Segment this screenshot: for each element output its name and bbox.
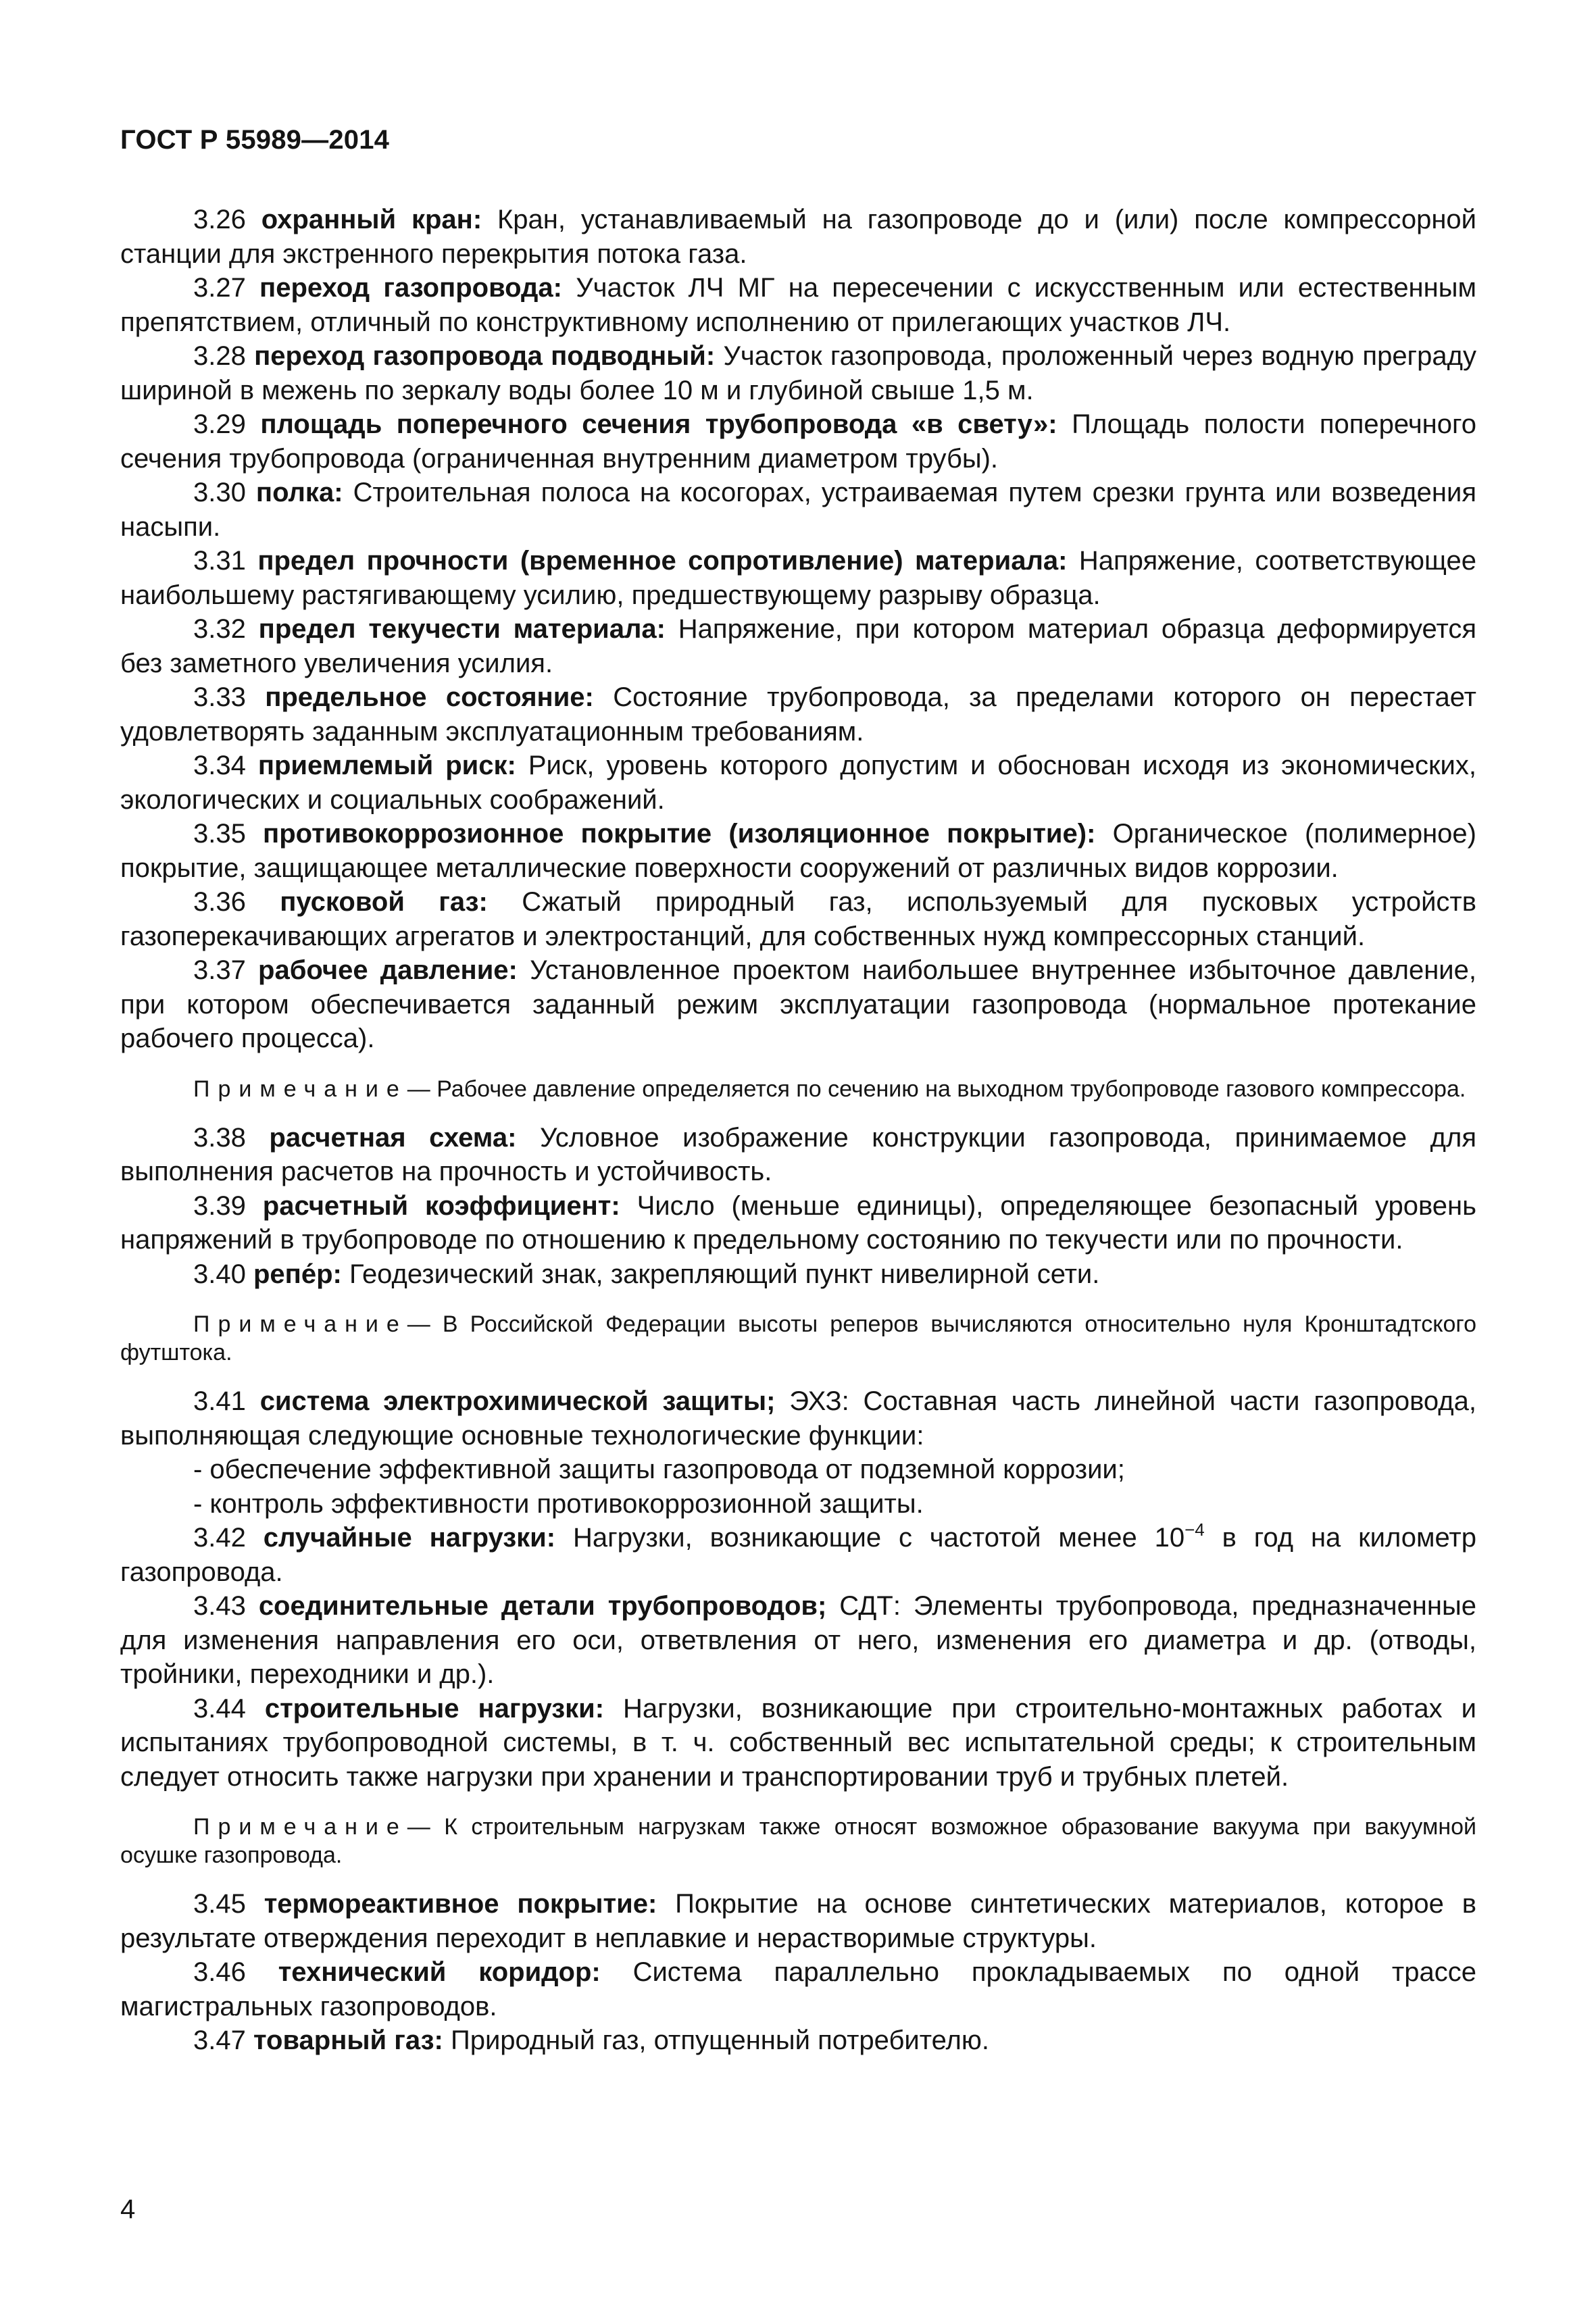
entry-term: расчетный коэффициент: <box>262 1190 620 1221</box>
note <box>120 1075 1476 1103</box>
entry-number: 3.27 <box>193 273 246 303</box>
entry-number: 3.44 <box>193 1693 246 1724</box>
entry-definition: Участок газопровода, проложенный через водную преграду шириной в межень по зеркалу воды более 10 м и глубиной свыше 1,5 м. <box>120 341 1476 405</box>
entry-definition: Площадь полости поперечного сечения трубопровода (ограниченная внутренним диаметром трубы). <box>120 409 1476 474</box>
definition-entry <box>120 817 1476 885</box>
entry-number: 3.37 <box>193 955 246 985</box>
definition-entry <box>120 1384 1476 1453</box>
definition-entry <box>120 407 1476 476</box>
entry-number: 3.33 <box>193 682 246 712</box>
definition-entry <box>120 749 1476 817</box>
definition-entry <box>120 1692 1476 1794</box>
definition-entry <box>120 1121 1476 1189</box>
entry-definition: Напряжение, при котором материал образца деформируется без заметного увеличения усилия. <box>120 614 1476 678</box>
entry-definition: Напряжение, соответствующее наибольшему растягивающему усилию, предшествующему разрыву образца. <box>120 546 1476 610</box>
entry-number: 3.28 <box>193 341 246 371</box>
superscript: −4 <box>1184 1519 1205 1540</box>
entry-number: 3.36 <box>193 887 246 917</box>
entry-term: репе́р: <box>253 1259 342 1289</box>
entry-number: 3.41 <box>193 1386 246 1416</box>
definition-entry <box>120 953 1476 1056</box>
entry-definition: Покрытие на основе синтетических материалов, которое в результате отверждения переходит в неплавкие и нерастворимые структуры. <box>120 1889 1476 1953</box>
definition-entry <box>120 1257 1476 1292</box>
entry-definition: Участок ЛЧ МГ на пересечении с искусственным или естественным препятствием, отличный по конструктивному исполнению от прилегающих участков ЛЧ. <box>120 273 1476 337</box>
entry-definition: Кран, устанавливаемый на газопроводе до и (или) после компрессорной станции для экстренного перекрытия потока газа. <box>120 205 1476 269</box>
entry-term: строительные нагрузки: <box>264 1693 605 1724</box>
entry-number: 3.32 <box>193 614 246 644</box>
entry-definition: ЭХЗ: Составная часть линейной части газопровода, выполняющая следующие основные технологические функции: <box>120 1386 1477 1451</box>
entry-number: 3.46 <box>193 1957 246 1987</box>
note-label: Примечание <box>193 1076 407 1102</box>
definition-entry <box>120 612 1476 680</box>
definition-entry <box>120 1887 1476 1955</box>
entry-definition: Риск, уровень которого допустим и обоснован исходя из экономических, экологических и социальных соображений. <box>120 751 1476 815</box>
entry-number: 3.26 <box>193 205 246 234</box>
entry-term: рабочее давление: <box>258 955 518 985</box>
entry-number: 3.29 <box>193 409 246 439</box>
entry-term: переход газопровода: <box>259 273 563 303</box>
entry-term: предел прочности (временное сопротивление) материала: <box>257 546 1068 576</box>
document-header: ГОСТ Р 55989—2014 <box>120 125 390 155</box>
entry-term: товарный газ: <box>253 2026 443 2055</box>
entry-term: термореактивное покрытие: <box>264 1889 657 1919</box>
entry-number: 3.39 <box>193 1190 246 1221</box>
definition-entry <box>120 680 1476 749</box>
entry-term: система электрохимической защиты; <box>259 1386 776 1416</box>
note-label: Примечание <box>193 1311 407 1337</box>
entry-definition: Сжатый природный газ, используемый для пусковых устройств газоперекачивающих агрегатов и электростанций, для собственных нужд компрессорных станций. <box>120 887 1476 951</box>
definition-entry <box>120 476 1476 544</box>
entry-number: 3.38 <box>193 1122 246 1153</box>
note-text: — Рабочее давление определяется по сечению на выходном трубопроводе газового компрессора. <box>407 1076 1466 1102</box>
entry-term: пусковой газ: <box>280 887 488 917</box>
entry-number: 3.42 <box>193 1523 246 1553</box>
entry-term: переход газопровода подводный: <box>254 341 716 371</box>
entry-definition: Установленное проектом наибольшее внутреннее избыточное давление, при котором обеспечивается заданный режим эксплуатации газопровода (нормальное протекание рабочего процесса). <box>120 955 1477 1053</box>
definition-entry <box>120 885 1476 953</box>
entry-number: 3.40 <box>193 1259 246 1289</box>
entry-term: охранный кран: <box>261 205 482 234</box>
definition-entry <box>120 2023 1476 2058</box>
entry-definition: Природный газ, отпущенный потребителю. <box>450 2026 989 2055</box>
note-label: Примечание <box>193 1814 407 1840</box>
definition-entry <box>120 1521 1476 1589</box>
note-text: — В Российской Федерации высоты реперов вычисляются относительно нуля Кронштадтского футштока. <box>120 1311 1476 1365</box>
entry-number: 3.43 <box>193 1591 246 1621</box>
entry-term: площадь поперечного сечения трубопровода «в свету»: <box>260 409 1057 439</box>
definition-entry <box>120 1589 1476 1692</box>
entry-term: расчетная схема: <box>269 1122 517 1153</box>
entry-definition: Условное изображение конструкции газопровода, принимаемое для выполнения расчетов на прочность и устойчивость. <box>120 1122 1476 1186</box>
entry-definition: Нагрузки, возникающие с частотой менее 10 <box>572 1523 1185 1553</box>
entry-number: 3.45 <box>193 1889 246 1919</box>
entry-term: технический коридор: <box>278 1957 601 1987</box>
entry-number: 3.35 <box>193 819 246 849</box>
entry-definition: Состояние трубопровода, за пределами которого он перестает удовлетворять заданным эксплуатационным требованиям. <box>120 682 1476 747</box>
list-item: - обеспечение эффективной защиты газопровода от подземной коррозии; <box>193 1455 1125 1484</box>
list-item: - контроль эффективности противокоррозионной защиты. <box>193 1488 924 1519</box>
entry-number: 3.47 <box>193 2026 246 2055</box>
entry-number: 3.34 <box>193 751 246 780</box>
entry-number: 3.31 <box>193 546 246 576</box>
entry-number: 3.30 <box>193 478 246 507</box>
definition-entry <box>120 203 1476 271</box>
definition-entry <box>120 271 1476 339</box>
note <box>120 1813 1476 1869</box>
entry-term: предельное состояние: <box>265 682 594 712</box>
entry-definition: Нагрузки, возникающие при строительно-монтажных работах и испытаниях трубопроводной системы, в т. ч. собственный вес испытательной среды; к строительным следует относить также нагрузки при хранении и транспортировании труб и трубных плетей. <box>120 1693 1476 1792</box>
entry-definition: Органическое (полимерное) покрытие, защищающее металлические поверхности сооружений от различных видов коррозии. <box>120 819 1476 883</box>
definition-entry <box>120 1189 1476 1257</box>
note-text: — К строительным нагрузкам также относят возможное образование вакуума при вакуумной осушке газопровода. <box>120 1814 1476 1868</box>
entry-definition: Геодезический знак, закрепляющий пункт нивелирной сети. <box>349 1259 1100 1289</box>
definition-entry <box>120 339 1476 407</box>
entry-term: противокоррозионное покрытие (изоляционное покрытие): <box>263 819 1096 849</box>
page-number: 4 <box>120 2194 136 2224</box>
entry-definition: Число (меньше единицы), определяющее безопасный уровень напряжений в трубопроводе по отношению к предельному состоянию по текучести или по прочности. <box>120 1190 1476 1255</box>
definition-entry <box>120 1955 1476 2023</box>
entry-definition: Строительная полоса на косогорах, устраиваемая путем срезки грунта или возведения насыпи. <box>120 478 1477 542</box>
entry-definition: СДТ: Элементы трубопровода, предназначенные для изменения направления его оси, ответвления от него, изменения его диаметра и др. (отводы, тройники, переходники и др.). <box>120 1591 1476 1689</box>
note <box>120 1310 1476 1367</box>
document-body <box>120 203 1476 2058</box>
entry-term: соединительные детали трубопроводов; <box>258 1591 827 1621</box>
entry-definition: Система параллельно прокладываемых по одной трассе магистральных газопроводов. <box>120 1957 1476 2021</box>
definition-entry <box>120 544 1476 612</box>
entry-term: приемлемый риск: <box>257 751 516 780</box>
entry-term: предел текучести материала: <box>258 614 666 644</box>
entry-definition-cont: в год на километр газопровода. <box>120 1523 1477 1587</box>
entry-term: полка: <box>255 478 343 507</box>
entry-term: случайные нагрузки: <box>263 1523 556 1553</box>
